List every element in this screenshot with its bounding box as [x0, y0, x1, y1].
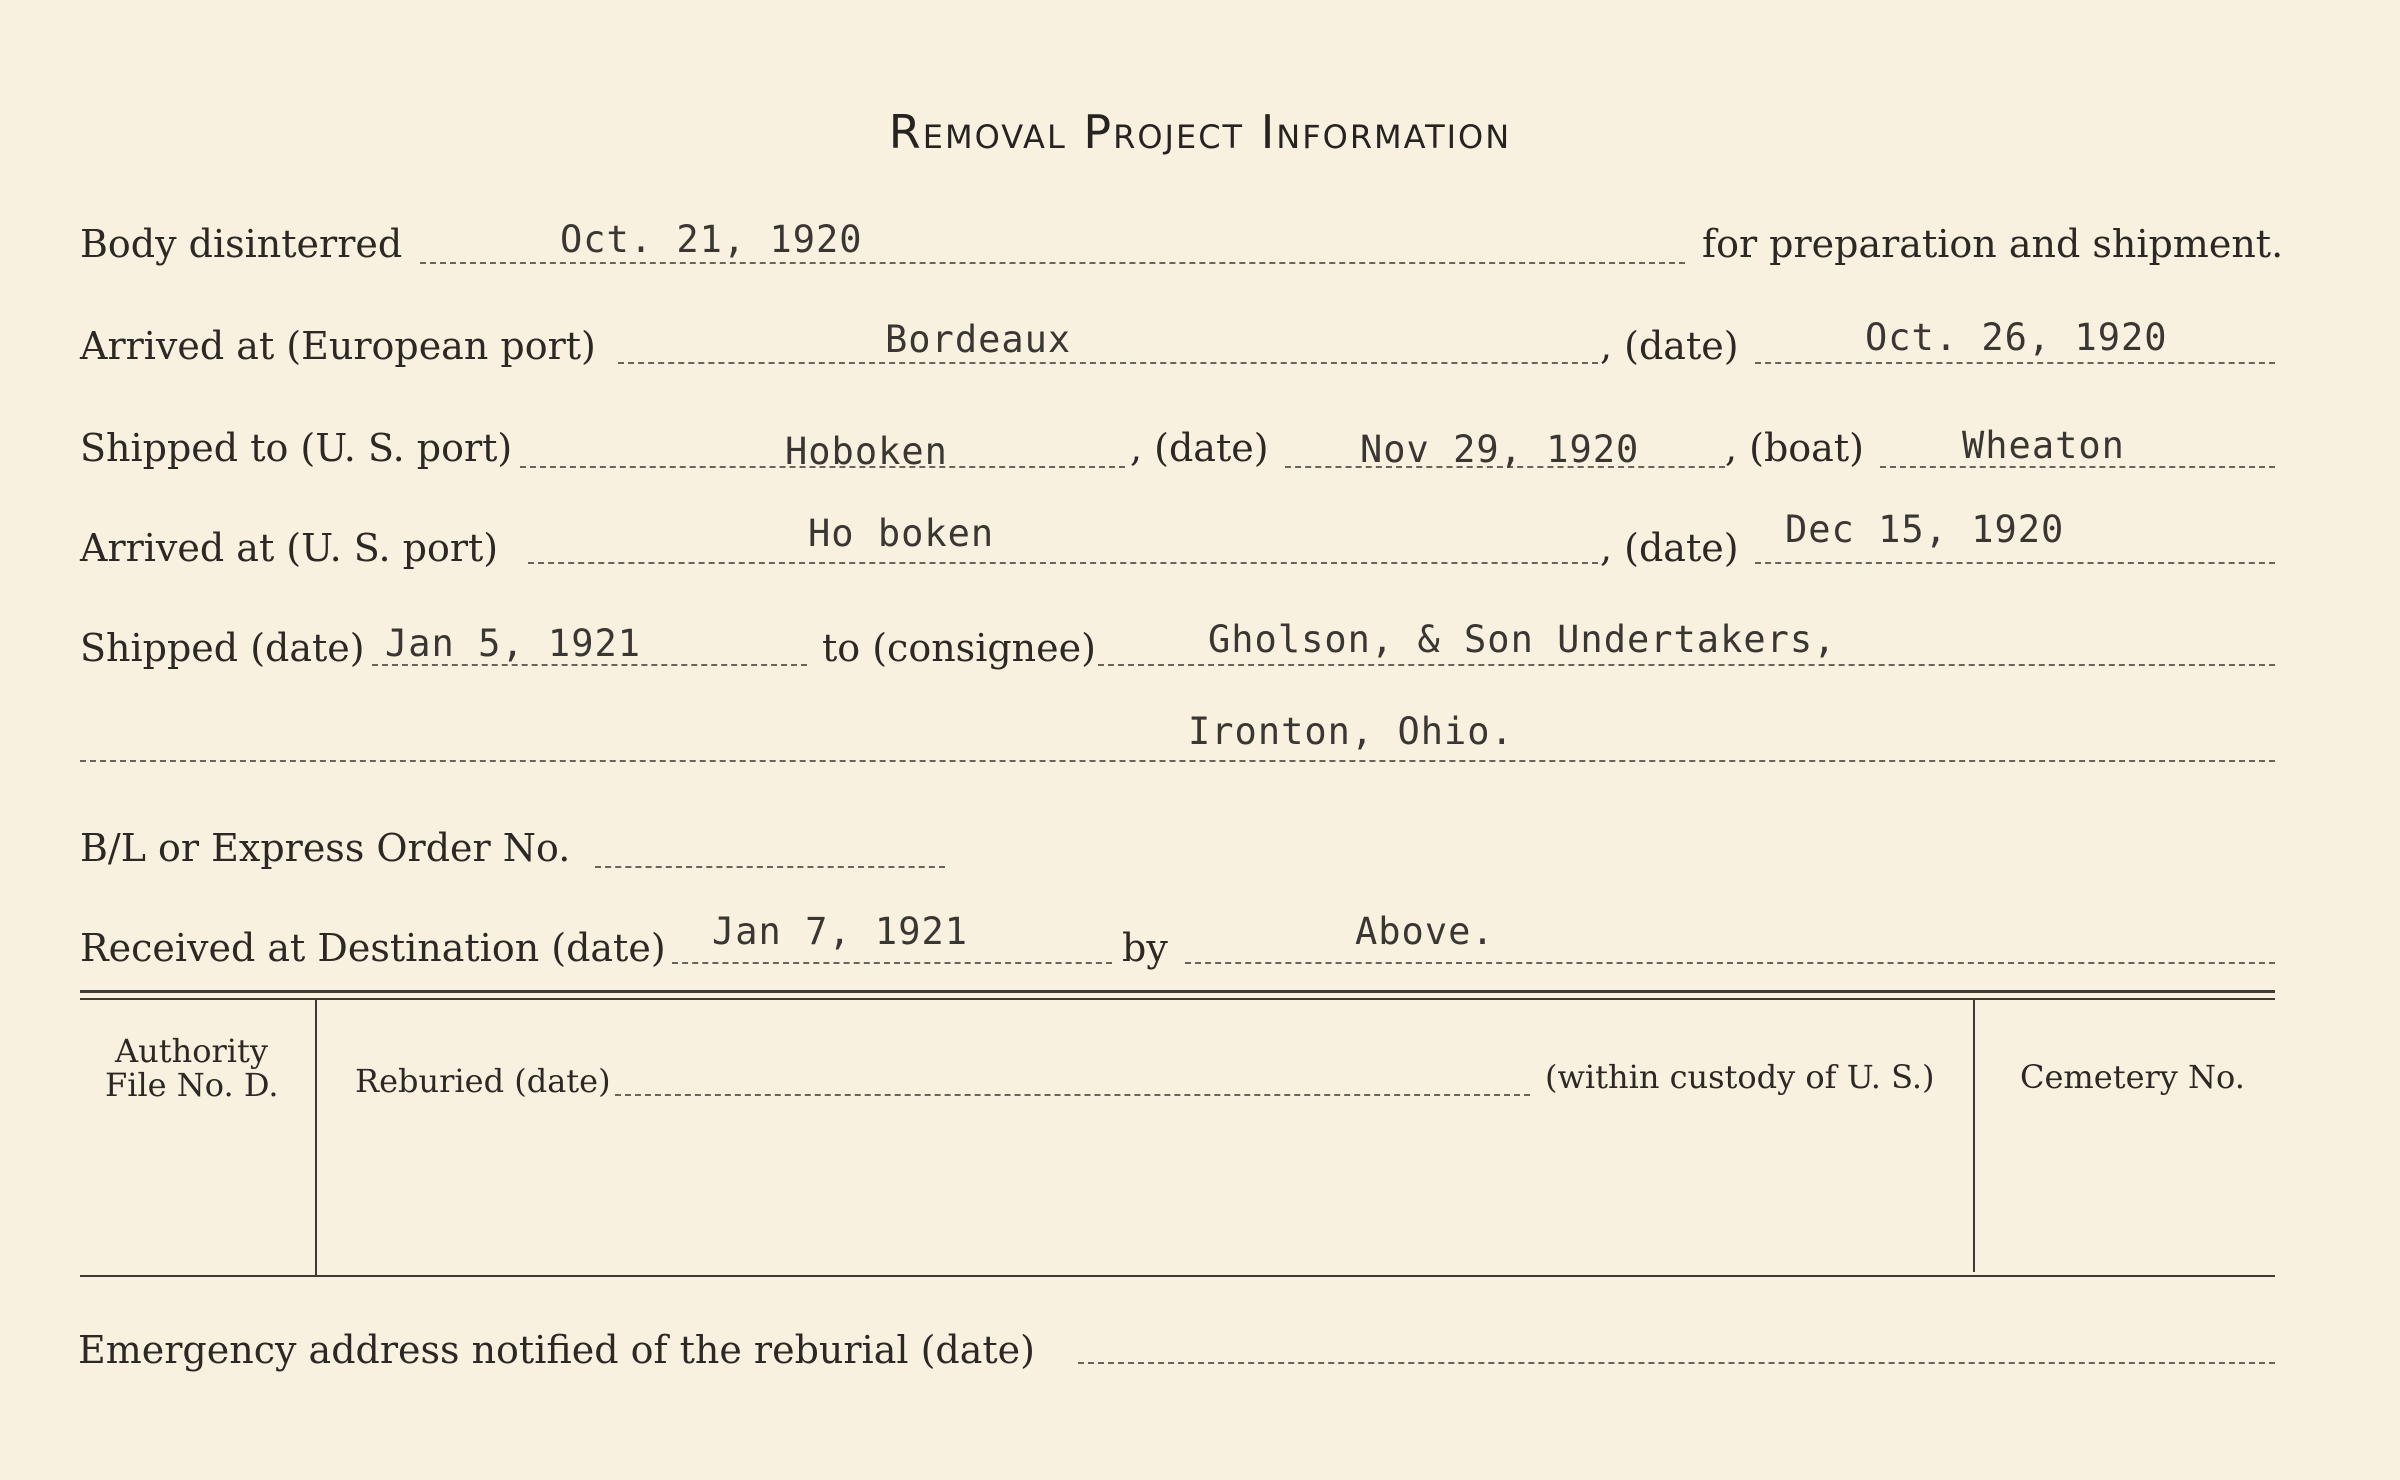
custody-label: (within custody of U. S.) [1545, 1058, 1935, 1096]
consignee-value: Gholson, & Son Undertakers, [1208, 618, 1837, 661]
boat-value: Wheaton [1962, 424, 2125, 467]
disinterred-line [420, 262, 1685, 264]
consignee-value-2: Ironton, Ohio. [1188, 710, 1514, 753]
shipped-date-value: Jan 5, 1921 [385, 622, 642, 665]
shipped-us-value: Hoboken [785, 430, 948, 473]
euro-port-label: Arrived at (European port) [80, 324, 596, 368]
reburied-line [615, 1094, 1530, 1096]
consignee-line-2 [80, 760, 2275, 762]
boat-label: , (boat) [1725, 426, 1864, 470]
by-line [1185, 962, 2275, 964]
euro-port-line [618, 362, 1598, 364]
consignee-label: to (consignee) [822, 626, 1096, 670]
by-value: Above. [1355, 910, 1495, 953]
arrived-us-value: Ho boken [808, 512, 995, 555]
arrived-us-date-value: Dec 15, 1920 [1785, 508, 2065, 551]
disinterred-label: Body disinterred [80, 222, 403, 266]
received-line [672, 962, 1112, 964]
arrived-us-label: Arrived at (U. S. port) [80, 526, 499, 570]
authority-label-2: File No. D. [105, 1066, 279, 1104]
arrived-us-date-line [1755, 562, 2275, 564]
page-title: Removal Project Information [888, 105, 1512, 159]
consignee-line [1098, 664, 2275, 666]
arrived-us-line [528, 562, 1598, 564]
euro-date-value: Oct. 26, 1920 [1865, 316, 2168, 359]
euro-port-value: Bordeaux [885, 318, 1072, 361]
reburied-label: Reburied (date) [355, 1062, 611, 1100]
shipped-us-label: Shipped to (U. S. port) [80, 426, 513, 470]
box-divider-right [1973, 1000, 1975, 1272]
euro-date-line [1755, 362, 2275, 364]
euro-date-label: , (date) [1600, 324, 1739, 368]
cemetery-label: Cemetery No. [2020, 1058, 2245, 1096]
box-bottom-rule [80, 1275, 2275, 1277]
shipped-us-date-label: , (date) [1130, 426, 1269, 470]
disinterred-value: Oct. 21, 1920 [560, 218, 863, 261]
authority-label-1: Authority [115, 1032, 268, 1070]
shipped-us-date-value: Nov 29, 1920 [1360, 428, 1640, 471]
bl-label: B/L or Express Order No. [80, 826, 571, 870]
emergency-line [1078, 1362, 2275, 1364]
box-top-rule [80, 990, 2275, 993]
received-label: Received at Destination (date) [80, 926, 666, 970]
emergency-label: Emergency address notified of the reburial (date) [78, 1328, 1035, 1372]
received-value: Jan 7, 1921 [712, 910, 969, 953]
disinterred-suffix: for preparation and shipment. [1702, 222, 2284, 266]
arrived-us-date-label: , (date) [1600, 526, 1739, 570]
shipped-date-label: Shipped (date) [80, 626, 365, 670]
box-top-rule-2 [80, 998, 2275, 1000]
bl-line [595, 866, 945, 868]
by-label: by [1122, 926, 1168, 970]
box-divider-left [315, 1000, 317, 1275]
